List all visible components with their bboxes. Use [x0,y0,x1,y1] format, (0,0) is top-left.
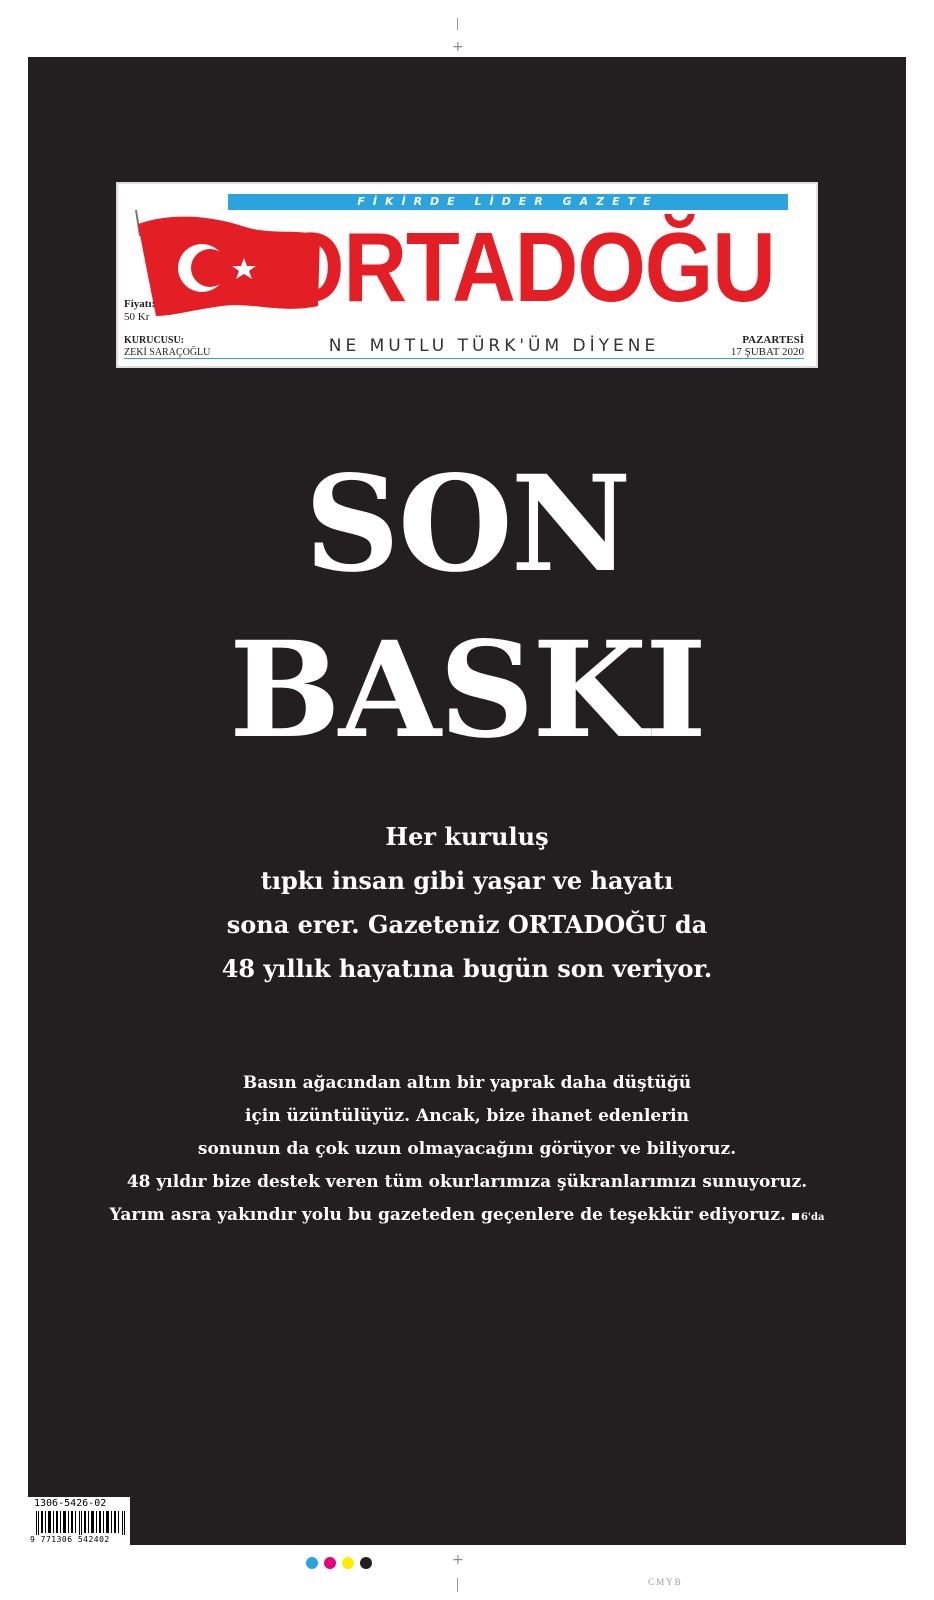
body-line: için üzüntülüyüz. Ancak, bize ihanet edenlerin [244,1106,689,1126]
cmyb-text: C M Y B [648,1577,681,1587]
masthead-divider [124,358,804,359]
price-label: Fiyatı: [124,298,156,310]
lead-line: tıpkı insan gibi yaşar ve hayatı [260,866,674,895]
founder-label: KURUCUSU: [124,335,184,346]
barcode-icon [36,1511,126,1535]
masthead [116,182,818,368]
body-line: 48 yıldır bize destek veren tüm okurlarımıza şükranlarımızı sunuyoruz. [126,1172,808,1192]
barcode-code: 1306-5426-02 [34,1498,107,1509]
lead-line: sona erer. Gazeteniz ORTADOĞU da [226,910,708,939]
headline-line-2: BASKI [229,613,705,768]
magenta-dot-icon [324,1557,336,1569]
issue-date: 17 ŞUBAT 2020 [730,346,804,358]
body-line: Yarım asra yakındır yolu bu gazeteden geçenlere de teşekkür ediyoruz. [109,1205,786,1225]
masthead-motto: NE MUTLU TÜRK'ÜM DİYENE [328,336,660,356]
newspaper-logo: ORTADOĞU [276,211,775,323]
cmyb-label [648,1577,681,1587]
body-line-last [28,1199,906,1234]
square-bullet-icon [792,1213,799,1220]
crop-mark-bottom-cross: + [452,1552,464,1568]
barcode [28,1497,130,1545]
front-page [28,57,906,1545]
lead-paragraph [28,815,906,991]
body-paragraph [28,1067,906,1234]
body-line: Basın ağacından altın bir yaprak daha düştüğü [242,1073,692,1093]
lead-line: Her kuruluş [385,822,549,851]
color-registration-dots [306,1556,378,1574]
issue-day: PAZARTESİ [742,334,804,346]
masthead-tagline: FİKİRDE LİDER GAZETE [228,194,788,210]
body-line: sonunun da çok uzun olmayacağını görüyor ve biliyoruz. [197,1139,737,1159]
black-dot-icon [360,1557,372,1569]
barcode-digits: 9 771306 542402 [30,1535,110,1544]
founder-value: ZEKİ SARAÇOĞLU [124,347,211,358]
crop-mark-top-line [457,18,458,30]
page-reference-label: 6'da [800,1212,825,1223]
page-reference[interactable] [792,1212,825,1223]
lead-line: 48 yıllık hayatına bugün son veriyor. [221,954,713,983]
crop-mark-bottom-line [457,1578,458,1592]
yellow-dot-icon [342,1557,354,1569]
crop-mark-top-cross: + [452,39,464,55]
cyan-dot-icon [306,1557,318,1569]
price-value: 50 Kr [124,311,150,323]
headline-line-1: SON [304,447,630,602]
